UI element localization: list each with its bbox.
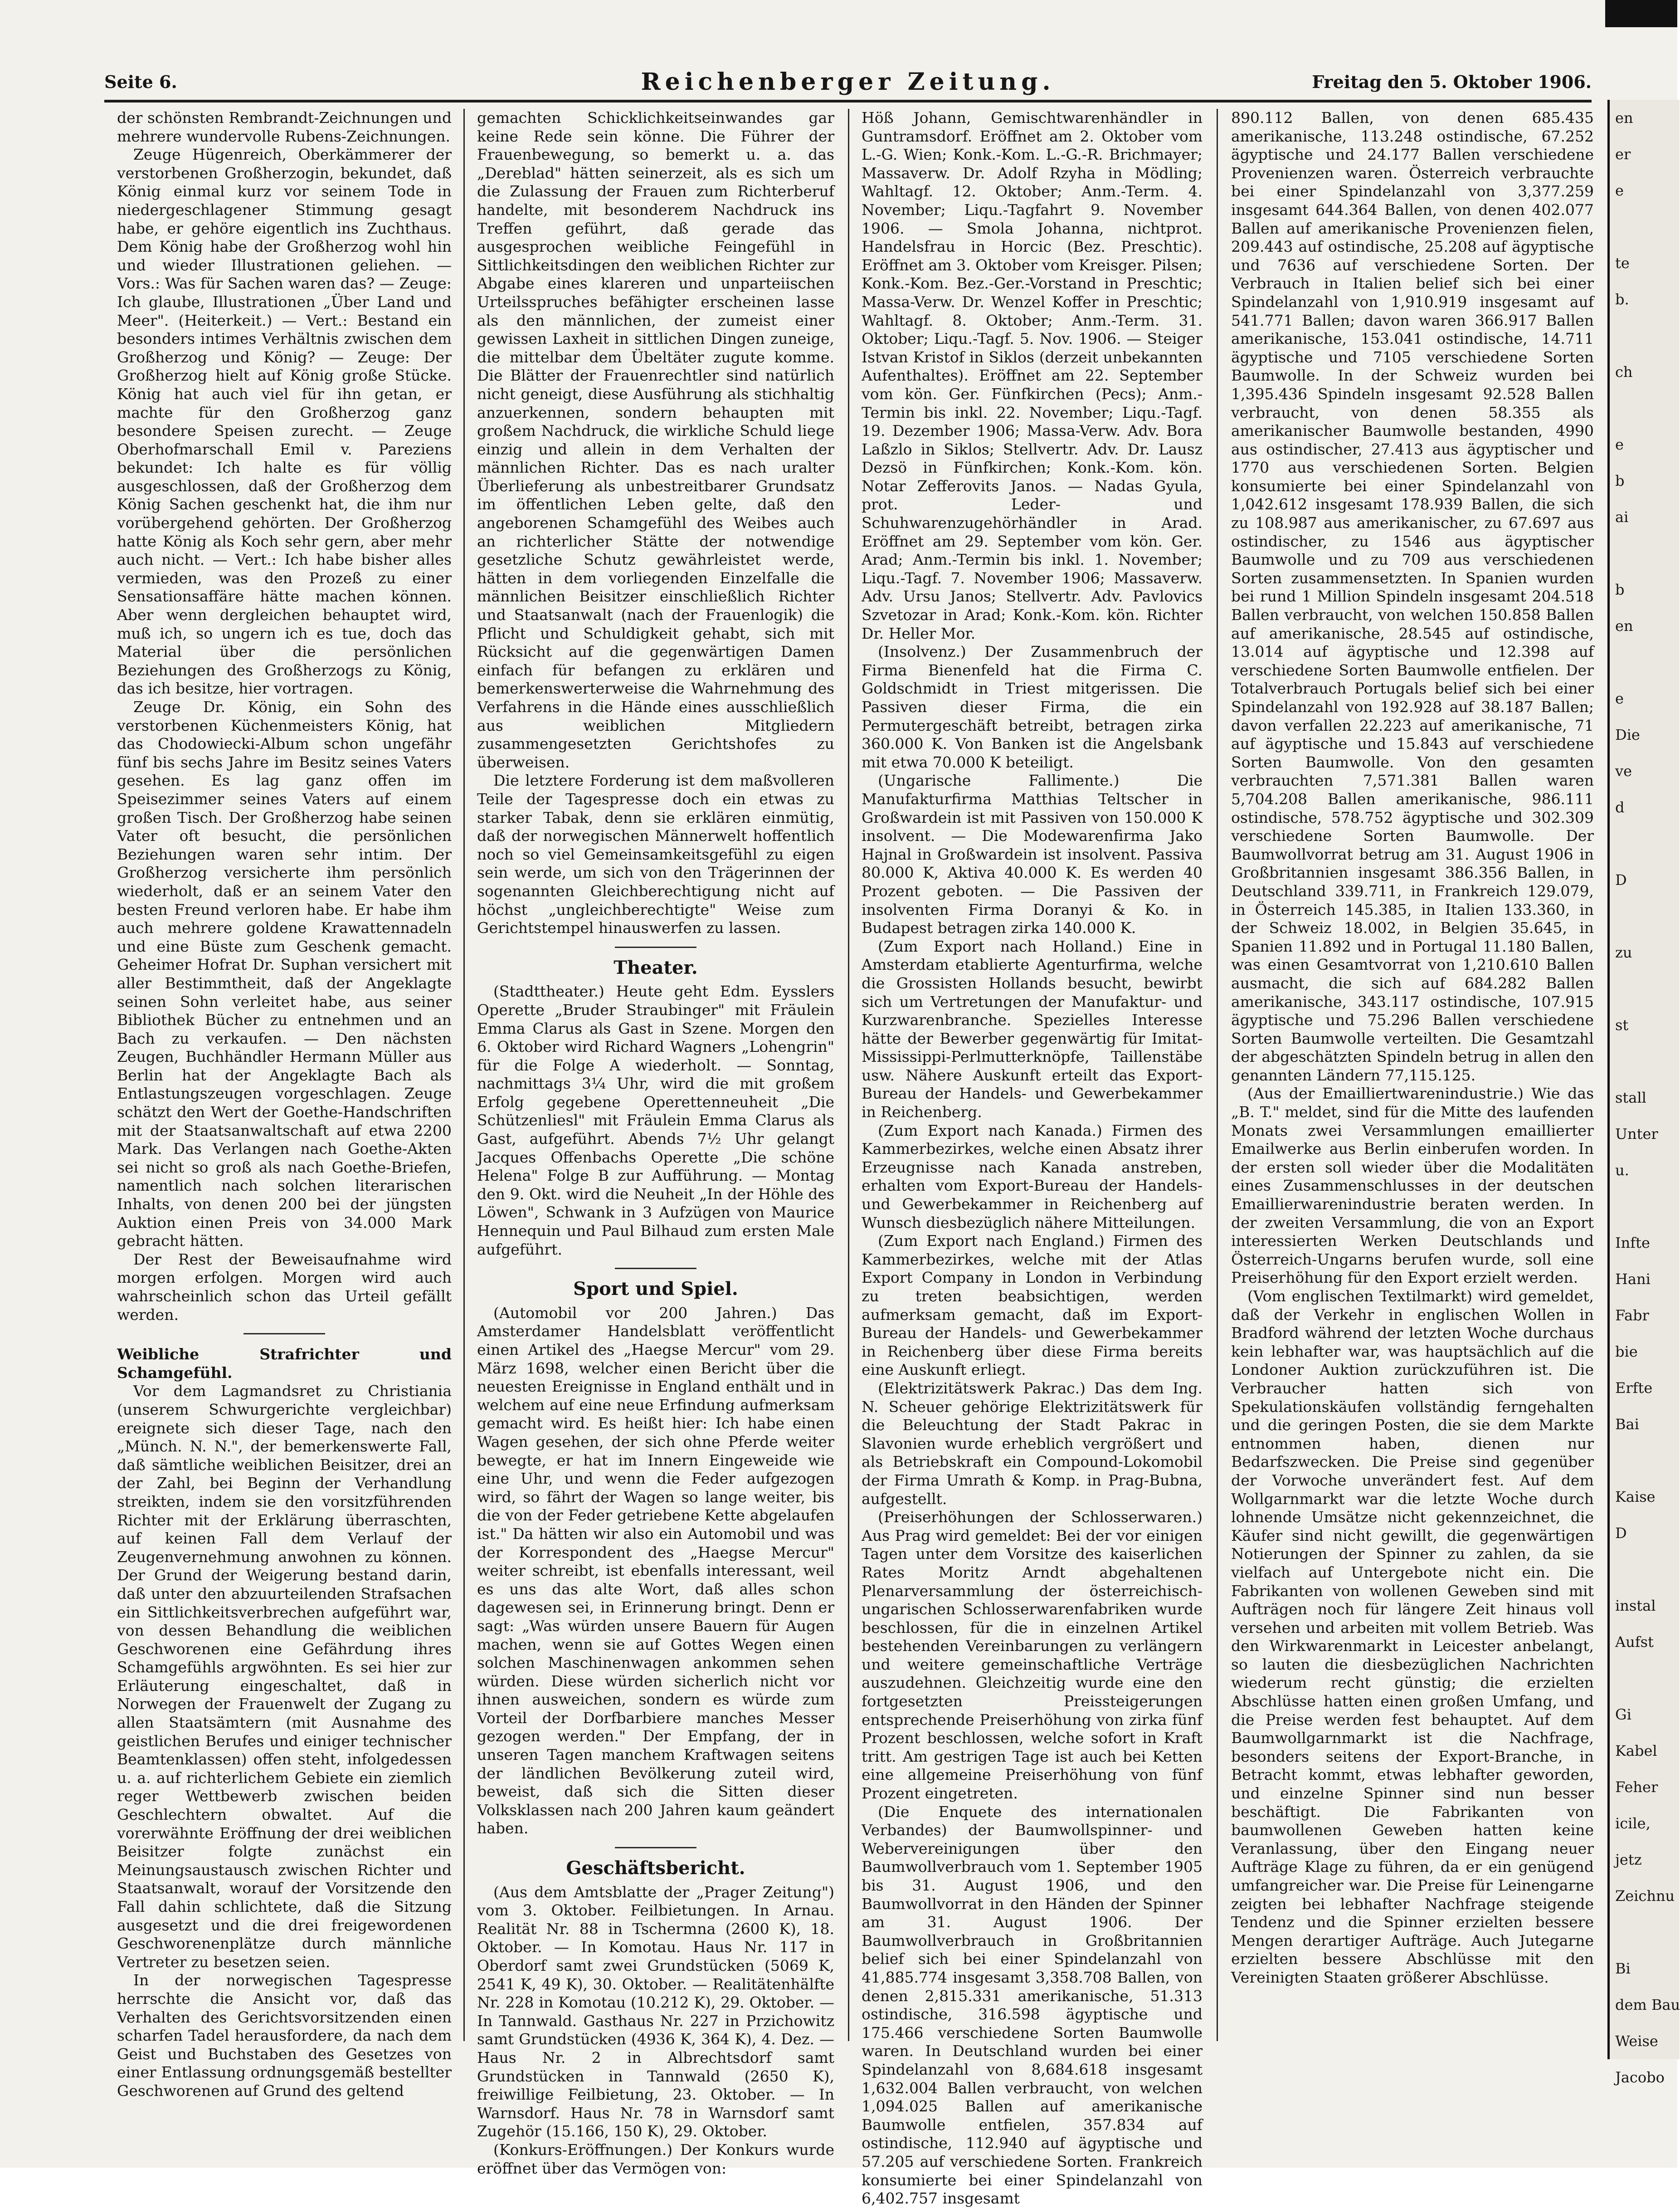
edge-fragment: Weise bbox=[1615, 2032, 1658, 2050]
column-rule bbox=[1217, 109, 1218, 2041]
edge-fragment: d bbox=[1615, 799, 1625, 816]
edge-fragment: instal bbox=[1615, 1597, 1656, 1614]
article-text: (Aus dem Amtsblatte der „Prager Zeitung") vom 3. Oktober. Feilbietungen. In Arnau. Realität Nr. 88 in Tschermna (2600 K), 18. Oktober. — In Komotau. Haus Nr. 117 in Oberdorf samt zwei Grundstücken (5069 K, 2541 K, 49 K), 30. Oktober. — Realitätenhälfte Nr. 228 in Komotau (10.212 K), 29. Oktober. — In Tannwald. Gasthaus Nr. 227 in Przichowitz samt Grundstücken (4936 K, 364 K), 4. Dez. — Haus Nr. 2 in Albrechtsdorf samt Grundstücken in Tannwald (2650 K), freiwillige Feilbietung, 23. Oktober. — In Warnsdorf. Haus Nr. 78 in Warnsdorf samt Zugehör (15.166, 150 K), 29. Oktober. bbox=[477, 1883, 834, 2140]
article-text: (Vom englischen Textilmarkt) wird gemeldet, daß der Verkehr in englischen Wollen in Bradford während der letzten Woche durchaus kein lebhafter war, was hauptsächlich auf die Londoner Auktion zurückzuführen ist. Die Verbraucher hatten sich von Spekulationskäufen vollständig ferngehalten und die geringen Posten, die sie dem Markte entnommen haben, dienen nur Bedarfszwecken. Die Preise sind gegenüber der Vorwoche unverändert fest. Auf dem Wollgarnmarkt war die letzte Woche durch lohnende Umsätze nicht gekennzeichnet, die Käufer sind nicht gewillt, die gegenwärtigen Notierungen der Spinner zu zahlen, da sie vielfach auf Untergebote nicht ein. Die Fabrikanten von wollenen Geweben sind mit Aufträgen noch für längere Zeit hinaus voll versehen und arbeiten mit vollem Betrieb. Was den Wirkwarenmarkt in Leicester anbelangt, so lauten die diesbezüglichen Nachrichten wiederum recht günstig; die erzielten Abschlüsse hatten einen großen Umfang, und die Preise werden fest behauptet. Auf dem Baumwollgarnmarkt ist die Nachfrage, besonders seitens der Export-Branche, in Betracht kommt, etwas lebhafter geworden, und einzelne Spinner sind nun besser beschäftigt. Die Fabrikanten von baumwollenen Geweben hatten keine Veranlassung, über den Eingang neuer Aufträge Klage zu führen, da er ein genügend umfangreicher war. Die Preise für Leinengarne zeigten bei lebhafter Nachfrage steigende Tendenz und die Spinner erzielten bessere Mengen derartiger Aufträge. Auch Jutegarne erzielten bessere Abschlüsse mit den Vereinigten Staaten größerer Abschlüsse. bbox=[1231, 1287, 1594, 1986]
column-rule bbox=[848, 109, 849, 2041]
article-text: Der Rest der Beweisaufnahme wird morgen erfolgen. Morgen wird auch wahrscheinlich schon das Urteil gefällt werden. bbox=[117, 1250, 452, 1324]
edge-fragment: jetz bbox=[1615, 1851, 1642, 1868]
scan-shadow bbox=[1605, 0, 1677, 27]
article-text: (Zum Export nach Holland.) Eine in Amsterdam etablierte Agenturfirma, welche die Grossisten Hollands besucht, bewirbt sich um Vertretungen der Manufaktur- und Kurzwarenbranche. Spezielles Interesse hätte der Bewerber gegenwärtig für Imitat-Mississippi-Perlmutterknöpfe, Taillenstäbe usw. Nähere Auskunft erteilt das Export-Bureau der Handels- und Gewerbekammer in Reichenberg. bbox=[862, 937, 1203, 1121]
article-text: (Elektrizitätswerk Pakrac.) Das dem Ing. N. Scheuer gehörige Elektrizitätswerk für die Beleuchtung der Stadt Pakrac in Slavonien wurde erheblich vergrößert und als Betriebskraft ein Compound-Lokomobil der Firma Umrath & Komp. in Prag-Bubna, aufgestellt. bbox=[862, 1379, 1203, 1508]
edge-fragment: b bbox=[1615, 581, 1625, 598]
edge-fragment: Erfte bbox=[1615, 1379, 1653, 1397]
edge-fragment: Unter bbox=[1615, 1125, 1658, 1143]
edge-fragment: D bbox=[1615, 1524, 1627, 1542]
masthead: Reichenberger Zeitung. bbox=[641, 68, 1055, 96]
section-divider bbox=[615, 1268, 696, 1269]
edge-fragment: ch bbox=[1615, 363, 1633, 381]
edge-fragment: icile, bbox=[1615, 1815, 1651, 1832]
article-text: 890.112 Ballen, von denen 685.435 amerikanische, 113.248 ostindische, 67.252 ägyptische und 24.177 Ballen verschiedene Provenienzen waren. Österreich verbrauchte bei einer Spindelanzahl von 3,377.259 insgesamt 644.364 Ballen, von denen 402.077 Ballen auf amerikanische Provenienzen fielen, 209.443 auf ostindische, 25.208 auf ägyptische und 7636 auf verschiedene Sorten. Der Verbrauch in Italien belief sich bei einer Spindelanzahl von 1,910.919 insgesamt auf 541.771 Ballen; davon waren 366.917 Ballen amerikanische, 153.041 ostindische, 14.711 ägyptische und 7105 verschiedene Sorten Baumwolle. In der Schweiz wurden bei 1,395.436 Spindeln insgesamt 92.528 Ballen verbraucht, von denen 58.355 als amerikanischer Baumwolle bestanden, 4990 aus ostindischer, 27.413 aus ägyptischer und 1770 aus verschiedenen Sorten. Belgien konsumierte bei einer Spindelanzahl von 1,042.612 insgesamt 178.939 Ballen, die sich zu 108.987 aus amerikanischer, zu 67.697 aus ostindischer, zu 1546 aus ägyptischer Baumwolle und zu 709 aus verschiedenen Sorten zusammensetzten. In Spanien wurden bei rund 1 Million Spindeln insgesamt 204.518 Ballen verbraucht, von welchen 150.858 Ballen auf amerikanische, 28.545 auf ostindische, 13.014 auf ägyptische und 12.398 auf verschiedene Sorten Baumwolle entfielen. Der Totalverbrauch Portugals belief sich bei einer Spindelanzahl von 192.928 auf 38.187 Ballen; davon verfallen 22.223 auf amerikanische, 71 auf ägyptische und 15.843 auf verschiedene Sorten Baumwolle. Von den gesamten verbrauchten 7,571.381 Ballen waren 5,704.208 Ballen amerikanische, 986.111 ostindische, 578.752 ägyptische und 302.309 verschiedene Sorten Baumwolle. Der Baumwollvorrat betrug am 31. August 1906 in Großbritannien insgesamt 386.356 Ballen, in Deutschland 339.711, in Frankreich 129.079, in Österreich 145.385, in Italien 133.360, in der Schweiz 18.002, in Belgien 35.645, in Spanien 11.892 und in Portugal 11.180 Ballen, was einen Gesamtvorrat von 1,210.610 Ballen ausmacht, die sich auf 684.282 Ballen amerikanische, 343.117 ostindische, 107.915 ägyptische und 75.296 Ballen verschiedene Sorten Baumwolle verteilten. Die Gesamtzahl der abgeschätzten Spindeln betrug in allen den genannten Ländern 77,115.125. bbox=[1231, 109, 1594, 1084]
article-text: Zeuge Dr. König, ein Sohn des verstorbenen Küchenmeisters König, hat das Chodowiecki-Album schon ungefähr fünf bis sechs Jahre im Besitz seines Vaters gesehen. Es lag ganz offen im Speisezimmer seines Vaters auf einem großen Tisch. Der Großherzog habe seinen Vater oft besucht, die persönlichen Beziehungen waren sehr intim. Der Großherzog versicherte ihm persönlich wiederholt, daß er an seinem Vater den besten Freund verloren habe. Er habe ihm auch mehrere goldene Krawattennadeln und eine Büste zum Geschenk gemacht. Geheimer Hofrat Dr. Suphan versichert mit aller Bestimmtheit, daß der Angeklagte seinen Sohn verleitet habe, aus seiner Bibliothek Bücher zu entnehmen und an Bach zu verkaufen. — Den nächsten Zeugen, Buchhändler Hermann Müller aus Berlin hat der Angeklagte Bach als Entlastungszeugen vorgeschlagen. Zeuge schätzt den Wert der Goethe-Handschriften mit der Staatsanwaltschaft auf etwa 2200 Mark. Das Verlangen nach Goethe-Akten sei nicht so groß als nach Goethe-Briefen, namentlich nach solchen literarischen Inhalts, von denen 200 bei der jüngsten Auktion einen Preis von 34.000 Mark gebracht hätten. bbox=[117, 698, 452, 1250]
article-text: In der norwegischen Tagespresse herrschte die Ansicht vor, daß das Verhalten des Gerichtsvorsitzenden einen scharfen Tadel herausfordere, da nach dem Geist und Buchstaben des Gesetzes von einer Entlassung ordnungsgemäß bestellter Geschworenen auf Grund des geltend bbox=[117, 1971, 452, 2100]
edge-fragment: e bbox=[1615, 182, 1624, 199]
edge-fragment: ve bbox=[1615, 762, 1632, 780]
adjacent-page-edge bbox=[1607, 100, 1680, 2086]
section-title-theater: Theater. bbox=[614, 957, 698, 978]
article-text: Zeuge Hügenreich, Oberkämmerer der verstorbenen Großherzogin, bekundet, daß König einmal kurz vor seinem Tode in niedergeschlagener Stimmung gesagt habe, er gehöre eigentlich ins Zuchthaus. Dem König habe der Großherzog wohl hin und wieder Illustrationen geliehen. — Vors.: Was für Sachen waren das? — Zeuge: Ich glaube, Illustrationen „Über Land und Meer". (Heiterkeit.) — Vert.: Bestand ein besonders intimes Verhältnis zwischen dem Großherzog und König? — Zeuge: Der Großherzog hielt auf König große Stücke. König hat auch viel für ihn getan, er machte für den Großherzog ganz besondere Speisen zurecht. — Zeuge Oberhofmarschall Emil v. Pareziens bekundet: Ich halte es für völlig ausgeschlossen, daß der Großherzog dem König Sachen geschenkt hat, die ihm nur vorübergehend gehörten. Der Großherzog hatte König als Koch sehr gern, aber mehr auch nicht. — Vert.: Ich habe bisher alles vermieden, was den Prozeß zu einer Sensationsaffäre hätte machen können. Aber wenn dergleichen behauptet wird, muß ich, so ungern ich es tue, doch das Material über die persönlichen Beziehungen des Großherzogs zu König, das ich besitze, hier vortragen. bbox=[117, 146, 452, 698]
column-1 bbox=[117, 109, 452, 2100]
edge-fragment: bie bbox=[1615, 1343, 1638, 1360]
edge-fragment: Die bbox=[1615, 726, 1640, 743]
article-text: gemachten Schicklichkeitseinwandes gar keine Rede sein könne. Die Führer der Frauenbewegung, so bemerkt u. a. das „Dereblad" hätten seinerzeit, als es sich um die Zulassung der Frauen zum Richterberuf handelte, mit besonderem Nachdruck ins Treffen geführt, daß gerade das ausgesprochen weibliche Feingefühl in Sittlichkeitsdingen den weiblichen Richter zur Abgabe eines klareren und unparteiischen Urteilsspruches befähigter erscheinen lasse als den männlichen, der zumeist einer gewissen Laxheit in sittlichen Dingen zuneige, die mittelbar dem Übeltäter zugute komme. Die Blätter der Frauenrechtler sind natürlich nicht geneigt, diese Ausführung als stichhaltig anzuerkennen, sondern behaupten mit großem Nachdruck, die wirkliche Schuld liege einzig und allein in dem Verhalten der männlichen Richter. Das es nach uralter Überlieferung als unbestreitbarer Grundsatz im öffentlichen Leben gelte, daß den angeborenen Schamgefühl des Weibes auch an richterlicher Stätte der notwendige gesetzliche Schutz gewährleistet werde, hätten in dem vorliegenden Einzelfalle die männlichen Beisitzer einschließlich Richter und Staatsanwalt (nach der Frauenlogik) die Pflicht und Schuldigkeit gehabt, sich mit Rücksicht auf die gegenwärtigen Damen einfach für befangen zu erklären und bemerkenswerterweise die Wahrnehmung des Verfahrens in die Hände eines ausschließlich aus weiblichen Mitgliedern zusammengesetzten Gerichtshofes zu überweisen. bbox=[477, 109, 834, 771]
article-text: der schönsten Rembrandt-Zeichnungen und mehrere wundervolle Rubens-Zeichnungen. bbox=[117, 109, 452, 145]
edge-fragment: e bbox=[1615, 690, 1624, 707]
edge-fragment: dem Bau bbox=[1615, 1996, 1680, 2013]
article-heading: Weibliche Strafrichter und Schamgefühl. bbox=[117, 1345, 452, 1382]
edge-fragment: u. bbox=[1615, 1162, 1629, 1179]
article-text: (Insolvenz.) Der Zusammenbruch der Firma Bienenfeld hat die Firma C. Goldschmidt in Triest mitgerissen. Die Passiven dieser Firma, die ein Permutergeschäft betreibt, betragen zirka 360.000 K. Von Banken ist die Angelsbank mit etwa 70.000 K beteiligt. bbox=[862, 643, 1203, 771]
edge-fragment: Bai bbox=[1615, 1416, 1639, 1433]
article-text: (Ungarische Fallimente.) Die Manufakturfirma Matthias Teltscher in Großwardein ist mit Passiven von 150.000 K insolvent. — Die Modewarenfirma Jako Hajnal in Großwardein ist insolvent. Passiva 80.000 K, Aktiva 40.000 K. Es werden 40 Prozent geboten. — Die Passiven der insolventen Firma Doranyi & Ko. in Budapest betragen zirka 140.000 K. bbox=[862, 772, 1203, 937]
column-rule bbox=[463, 109, 465, 2041]
edge-fragment: Aufst bbox=[1615, 1633, 1654, 1651]
edge-fragment: b bbox=[1615, 472, 1625, 489]
article-text: Die letztere Forderung ist dem maßvolleren Teile der Tagespresse doch ein etwas zu starker Tabak, denn sie erklären einmütig, daß der norwegischen Männerwelt hoffentlich noch so viel Gemeinsamkeitsgefühl zu eigen sein werde, um sich von den Trägerinnen der sogenannten Gleichberechtigung nicht auf höchst „ungleichberechtigte" Weise zum Gerichtstempel hinauswerfen zu lassen. bbox=[477, 772, 834, 937]
section-divider bbox=[243, 1333, 325, 1334]
edge-fragment: en bbox=[1615, 109, 1633, 127]
edge-fragment: zu bbox=[1615, 944, 1632, 961]
page-number: Seite 6. bbox=[104, 72, 177, 92]
article-text: (Die Enquete des internationalen Verbandes) der Baumwollspinner- und Webervereinigungen über den Baumwollverbrauch vom 1. September 1905 bis 31. August 1906, und den Baumwollvorrat in den Händen der Spinner am 31. August 1906. Der Baumwollverbrauch in Großbritannien belief sich bei einer Spindelanzahl von 41,885.774 insgesamt 3,358.708 Ballen, von denen 2,815.331 amerikanische, 51.313 ostindische, 316.598 ägyptische und 175.466 verschiedene Sorten Baumwolle waren. In Deutschland wurden bei einer Spindelanzahl von 8,684.618 insgesamt 1,632.004 Ballen verbraucht, von welchen 1,094.025 Ballen auf amerikanische Baumwolle entfielen, 357.834 auf ostindische, 112.940 auf ägyptische und 57.205 auf verschiedene Sorten. Frankreich konsumierte bei einer Spindelanzahl von 6,402.757 insgesamt bbox=[862, 1803, 1203, 2208]
edge-fragment: ai bbox=[1615, 508, 1629, 526]
edge-fragment: D bbox=[1615, 871, 1627, 889]
edge-fragment: e bbox=[1615, 436, 1624, 453]
section-divider bbox=[615, 1847, 696, 1848]
column-4 bbox=[1231, 109, 1594, 2041]
edge-fragment: Infte bbox=[1615, 1234, 1650, 1251]
issue-date: Freitag den 5. Oktober 1906. bbox=[1312, 72, 1592, 92]
section-title-sport: Sport und Spiel. bbox=[573, 1278, 738, 1300]
edge-fragment: te bbox=[1615, 254, 1630, 272]
page-header bbox=[104, 68, 1592, 103]
edge-fragment: Jacobo bbox=[1615, 2069, 1665, 2086]
edge-fragment: st bbox=[1615, 1016, 1629, 1034]
article-text: (Automobil vor 200 Jahren.) Das Amsterdamer Handelsblatt veröffentlicht einen Artikel des „Haegse Mercur" vom 29. März 1698, welcher einen Bericht über die neuesten Ereignisse in England enthält und in welchem auf eine neue Erfindung aufmerksam gemacht wird. Es heißt hier: Ich habe einen Wagen gesehen, der sich ohne Pferde weiter bewegte, er hat im Innern Eingeweide wie eine Uhr, und wenn die Feder aufgezogen wird, so fährt der Wagen so lange weiter, bis die von der Feder getriebene Kette abgelaufen ist." Da hätten wir also ein Automobil und was der Korrespondent des „Haegse Mercur" weiter schreibt, ist ebenfalls interessant, weil es uns das alte Wort, daß alles schon dagewesen sei, in Erinnerung bringt. Denn er sagt: „Was würden unsere Bauern für Augen machen, wenn sie auf Gottes Wegen einen solchen Maschinenwagen ankommen sehen würden. Diese würden sicherlich nicht vor ihnen ausweichen, sondern es würde zum Vorteil der Dorfbarbiere manches Messer gezogen werden." Der Empfang, der in unseren Tagen manchem Kraftwagen seitens der ländlichen Bevölkerung zuteil wird, beweist, daß sich die Sitten dieser Volksklassen nach 200 Jahren kaum geändert haben. bbox=[477, 1304, 834, 1837]
section-title-business: Geschäftsbericht. bbox=[566, 1857, 745, 1879]
edge-fragment: Bi bbox=[1615, 1960, 1631, 1977]
article-text: (Zum Export nach Kanada.) Firmen des Kammerbezirkes, welche einen Absatz ihrer Erzeugnisse nach Kanada anstreben, erhalten vom Export-Bureau der Handels- und Gewerbekammer in Reichenberg auf Wunsch diesbezüglich nähere Mitteilungen. bbox=[862, 1121, 1203, 1231]
edge-fragment: Fabr bbox=[1615, 1307, 1649, 1324]
article-text: Höß Johann, Gemischtwarenhändler in Guntramsdorf. Eröffnet am 2. Oktober vom L.-G. Wien; Konk.-Kom. L.-G.-R. Brichmayer; Massaverw. Dr. Adolf Rzyha in Mödling; Wahltagf. 12. Oktober; Anm.-Term. 4. November; Liqu.-Tagfahrt 9. November 1906. — Smola Johanna, nichtprot. Handelsfrau in Horcic (Bez. Preschtic). Eröffnet am 3. Oktober vom Kreisger. Pilsen; Konk.-Kom. Bez.-Ger.-Vorstand in Preschtic; Massa-Verw. Dr. Wenzel Koffer in Preschtic; Wahltagf. 8. Oktober; Anm.-Term. 31. Oktober; Liqu.-Tagf. 5. Nov. 1906. — Steiger Istvan Kristof in Siklos (derzeit unbekannten Aufenthaltes). Eröffnet am 22. September vom kön. Ger. Fünfkirchen (Pecs); Anm.-Termin bis inkl. 22. November; Liqu.-Tagf. 19. Dezember 1906; Massa-Verw. Adv. Bora Laßzlo in Siklos; Stellvertr. Adv. Dr. Lausz Dezsö in Fünfkirchen; Konk.-Kom. kön. Notar Zefferovits Janos. — Nadas Gyula, prot. Leder- und Schuhwarenzugehörhändler in Arad. Eröffnet am 29. September vom kön. Ger. Arad; Anm.-Termin bis inkl. 1. November; Liqu.-Tagf. 7. November 1906; Massaverw. Adv. Ursu Janos; Stellvertr. Adv. Pavlovics Szvetozar in Arad; Konk.-Kom. kön. Richter Dr. Heller Mor. bbox=[862, 109, 1203, 642]
edge-fragment: b. bbox=[1615, 291, 1629, 308]
section-divider bbox=[615, 947, 696, 948]
edge-fragment: Gi bbox=[1615, 1706, 1631, 1723]
edge-fragment: stall bbox=[1615, 1089, 1646, 1106]
article-text: (Zum Export nach England.) Firmen des Kammerbezirkes, welche mit der Atlas Export Company in London in Verbindung zu treten beabsichtigen, werden aufmerksam gemacht, daß im Export-Bureau der Handels- und Gewerbekammer in Reichenberg über diese Firma bereits eine Auskunft erliegt. bbox=[862, 1232, 1203, 1379]
edge-fragment: en bbox=[1615, 617, 1633, 635]
article-text: Vor dem Lagmandsret zu Christiania (unserem Schwurgerichte vergleichbar) ereignete sich dieser Tage, nach den „Münch. N. N.", der bemerkenswerte Fall, daß sämtliche weiblichen Beisitzer, drei an der Zahl, bei Beginn der Verhandlung streikten, indem sie den vorsitzführenden Richter mit der Erklärung überraschten, auf keinen Fall dem Verlauf der Zeugenvernehmung anwohnen zu können. Der Grund der Weigerung bestand darin, daß unter den abzuurteilenden Strafsachen ein Sittlichkeitsverbrechen aufgeführt war, von dessen Behandlung die weiblichen Geschworenen eine Gefährdung ihres Schamgefühls argwöhnten. Es sei hier zur Erläuterung eingeschaltet, daß in Norwegen der Frauenwelt der Zugang zu allen Staatsämtern (mit Ausnahme des geistlichen Berufes und einiger technischer Beamtenklassen) offen steht, infolgedessen u. a. auf richterlichem Gebiete ein ziemlich reger Wettbewerb zwischen beiden Geschlechtern obwaltet. Auf die vorerwähnte Eröffnung der drei weiblichen Beisitzer folgte zunächst ein Meinungsaustausch zwischen Richter und Staatsanwalt, worauf der Vorsitzende den Fall dahin schlichtete, daß die Sitzung ausgesetzt und die drei freigewordenen Geschworenenplätze durch männliche Vertreter zu besetzen seien. bbox=[117, 1382, 452, 1971]
edge-fragment: Feher bbox=[1615, 1778, 1658, 1796]
column-3 bbox=[862, 109, 1203, 2208]
edge-fragment: Hani bbox=[1615, 1270, 1651, 1288]
article-text: (Konkurs-Eröffnungen.) Der Konkurs wurde eröffnet über das Vermögen von: bbox=[477, 2140, 834, 2177]
article-text: (Stadttheater.) Heute geht Edm. Eysslers Operette „Bruder Straubinger" mit Fräulein Emma Clarus als Gast in Szene. Morgen den 6. Oktober wird Richard Wagners „Lohengrin" für die Folge A wiederholt. — Sonntag, nachmittags 3¼ Uhr, wird die mit großem Erfolg gegebene Operettenneuheit „Die Schützenliesl" mit Fräulein Emma Clarus als Gast, aufgeführt. Abends 7½ Uhr gelangt Jacques Offenbachs Operette „Die schöne Helena" Folge B zur Aufführung. — Montag den 9. Okt. wird die Neuheit „In der Höhle des Löwen", Schwank in 3 Aufzügen von Maurice Hennequin und Paul Bilhaud zum ersten Male aufgeführt. bbox=[477, 982, 834, 1258]
column-2 bbox=[477, 109, 834, 2177]
edge-fragment: Kaise bbox=[1615, 1488, 1656, 1505]
article-text: (Preiserhöhungen der Schlosserwaren.) Aus Prag wird gemeldet: Bei der vor einigen Tagen unter dem Vorsitze des kaiserlichen Rates Moritz Arndt abgehaltenen Plenarversammlung der österreichisch-ungarischen Schlosserwarenfabriken wurde beschlossen, für die in einzelnen Artikel bestehenden Vereinbarungen zu verlängern und weitere gemeinschaftliche Verträge auszudehnen. Gleichzeitig wurde eine den fortgesetzten Preissteigerungen entsprechende Preiserhöhung von zirka fünf Prozent beschlossen, welche sofort in Kraft tritt. Am gestrigen Tage ist auch bei Ketten eine allgemeine Preiserhöhung von fünf Prozent eingetreten. bbox=[862, 1508, 1203, 1803]
edge-fragment: Kabel bbox=[1615, 1742, 1657, 1759]
edge-fragment: er bbox=[1615, 146, 1631, 163]
article-text: (Aus der Emailliertwarenindustrie.) Wie das „B. T." meldet, sind für die Mitte des laufenden Monats zwei Versammlungen emaillierter Emailwerke aus Berlin einberufen worden. In der ersten soll wieder über die Modalitäten eines Zusammenschlusses in der deutschen Emaillierwarenindustrie beraten werden. In der zweiten Versammlung, die von an Export interessierten Werken Deutschlands und Österreich-Ungarns berufen wurde, soll eine Preiserhöhung für den Export erzielt werden. bbox=[1231, 1084, 1594, 1287]
edge-fragment: Zeichnu bbox=[1615, 1887, 1675, 1905]
